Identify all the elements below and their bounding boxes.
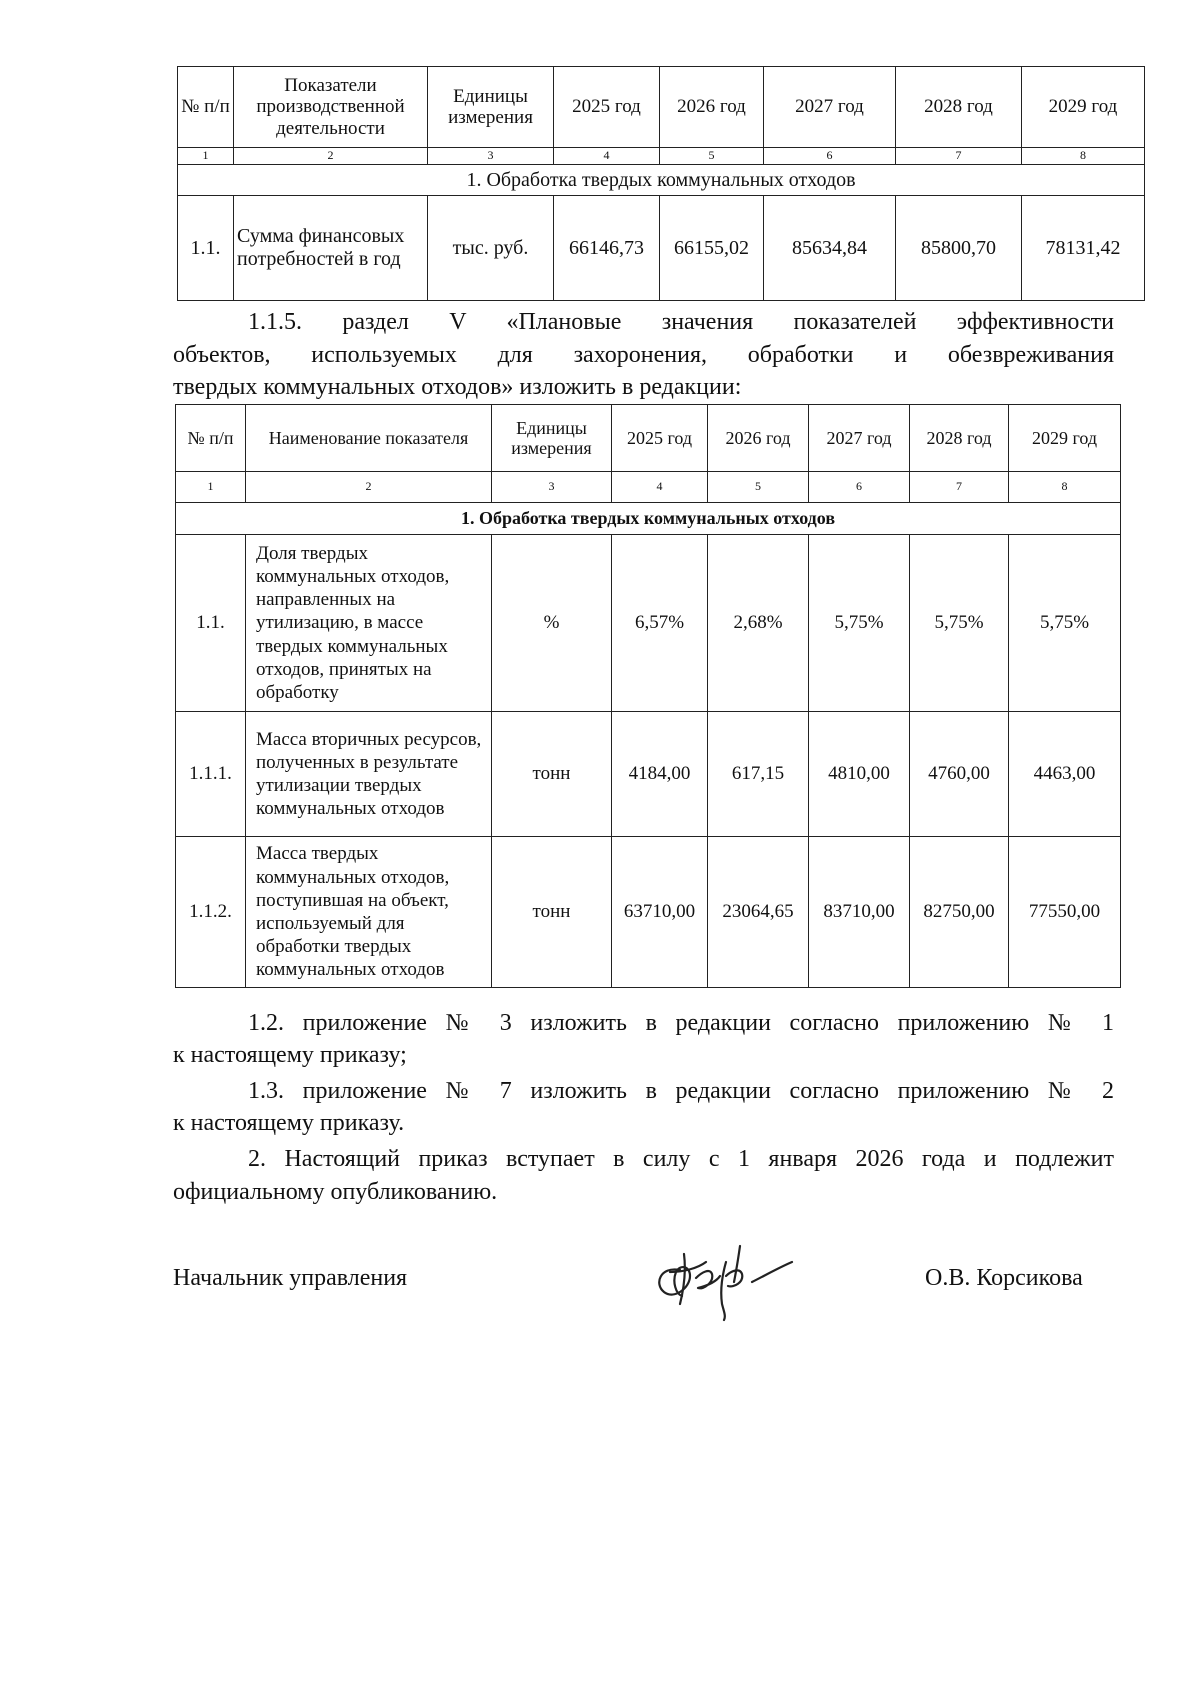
- paragraph-1-1-5-line: 1.1.5. раздел V «Плановые значения показателей эффективности: [248, 309, 1114, 335]
- column-number: 4: [554, 148, 660, 165]
- unit-cell: %: [492, 535, 612, 712]
- value-cell: 2,68%: [708, 535, 809, 712]
- paragraph-2-line: 2. Настоящий приказ вступает в силу с 1 января 2026 года и подлежит: [248, 1146, 1114, 1172]
- row-number: 1.1.: [176, 535, 246, 712]
- value-cell: 4184,00: [612, 712, 708, 837]
- indicator-name: Масса вторичных ресурсов, полученных в результате утилизации твердых коммунальных отходов: [246, 712, 492, 837]
- header-cell: 2026 год: [660, 67, 764, 148]
- header-cell: Наименование показателя: [246, 405, 492, 472]
- value-cell: 5,75%: [809, 535, 910, 712]
- table-header-row: [176, 405, 1121, 472]
- section-row: [176, 503, 1121, 535]
- column-number: 3: [428, 148, 554, 165]
- value-cell: 83710,00: [809, 837, 910, 988]
- value-cell: 82750,00: [910, 837, 1009, 988]
- table-row: [176, 837, 1121, 988]
- section-title: 1. Обработка твердых коммунальных отходов: [176, 503, 1121, 535]
- indicator-name: Сумма финансовых потребностей в год: [234, 196, 428, 301]
- column-number: 7: [896, 148, 1022, 165]
- value-cell: 78131,42: [1022, 196, 1145, 301]
- column-number: 5: [708, 472, 809, 503]
- header-cell: № п/п: [178, 67, 234, 148]
- paragraph-1-1-5-line: твердых коммунальных отходов» изложить в редакции:: [173, 374, 742, 400]
- signatory-position: Начальник управления: [173, 1265, 408, 1291]
- row-number: 1.1.: [178, 196, 234, 301]
- column-number: 6: [809, 472, 910, 503]
- header-cell: 2029 год: [1009, 405, 1121, 472]
- paragraph-1-3-line: 1.3. приложение № 7 изложить в редакции согласно приложению № 2: [248, 1078, 1114, 1104]
- paragraph-2-line: официальному опубликованию.: [173, 1179, 498, 1205]
- signatory-name: О.В. Корсикова: [925, 1265, 1083, 1291]
- value-cell: 5,75%: [910, 535, 1009, 712]
- column-number: 5: [660, 148, 764, 165]
- table-row: [176, 535, 1121, 712]
- paragraph-1-2-line: 1.2. приложение № 3 изложить в редакции согласно приложению № 1: [248, 1010, 1114, 1036]
- production-indicators-table: [177, 66, 1145, 301]
- value-cell: 23064,65: [708, 837, 809, 988]
- indicator-name: Масса твердых коммунальных отходов, поступившая на объект, используемый для обработки твердых коммунальных отходов: [246, 837, 492, 988]
- value-cell: 4463,00: [1009, 712, 1121, 837]
- column-number: 2: [246, 472, 492, 503]
- column-number: 3: [492, 472, 612, 503]
- header-cell: Единицы измерения: [492, 405, 612, 472]
- header-cell: № п/п: [176, 405, 246, 472]
- value-cell: 63710,00: [612, 837, 708, 988]
- header-cell: 2027 год: [809, 405, 910, 472]
- header-cell: 2025 год: [612, 405, 708, 472]
- value-cell: 6,57%: [612, 535, 708, 712]
- column-number: 1: [176, 472, 246, 503]
- column-number: 2: [234, 148, 428, 165]
- row-number: 1.1.2.: [176, 837, 246, 988]
- section-title: 1. Обработка твердых коммунальных отходов: [178, 165, 1145, 196]
- unit-cell: тонн: [492, 837, 612, 988]
- column-number: 8: [1022, 148, 1145, 165]
- column-number: 1: [178, 148, 234, 165]
- header-cell: Единицы измерения: [428, 67, 554, 148]
- value-cell: 4810,00: [809, 712, 910, 837]
- header-cell: 2026 год: [708, 405, 809, 472]
- efficiency-indicators-table: [175, 404, 1121, 988]
- header-cell: 2028 год: [896, 67, 1022, 148]
- value-cell: 85634,84: [764, 196, 896, 301]
- handwritten-signature: [640, 1232, 820, 1322]
- paragraph-1-2-line: к настоящему приказу;: [173, 1042, 407, 1068]
- column-number-row: [176, 472, 1121, 503]
- header-cell: 2025 год: [554, 67, 660, 148]
- table-header-row: [178, 67, 1145, 148]
- paragraph-1-1-5-line: объектов, используемых для захоронения, обработки и обезвреживания: [173, 342, 1114, 368]
- value-cell: 4760,00: [910, 712, 1009, 837]
- column-number: 4: [612, 472, 708, 503]
- column-number-row: [178, 148, 1145, 165]
- row-number: 1.1.1.: [176, 712, 246, 837]
- value-cell: 66155,02: [660, 196, 764, 301]
- header-cell: 2027 год: [764, 67, 896, 148]
- column-number: 8: [1009, 472, 1121, 503]
- value-cell: 77550,00: [1009, 837, 1121, 988]
- column-number: 7: [910, 472, 1009, 503]
- paragraph-1-3-line: к настоящему приказу.: [173, 1110, 405, 1136]
- unit-cell: тыс. руб.: [428, 196, 554, 301]
- header-cell: 2028 год: [910, 405, 1009, 472]
- indicator-name: Доля твердых коммунальных отходов, направленных на утилизацию, в массе твердых коммунальных отходов, принятых на обработку: [246, 535, 492, 712]
- table-row: [178, 196, 1145, 301]
- value-cell: 617,15: [708, 712, 809, 837]
- value-cell: 66146,73: [554, 196, 660, 301]
- column-number: 6: [764, 148, 896, 165]
- table-row: [176, 712, 1121, 837]
- unit-cell: тонн: [492, 712, 612, 837]
- value-cell: 85800,70: [896, 196, 1022, 301]
- value-cell: 5,75%: [1009, 535, 1121, 712]
- header-cell: Показатели производственной деятельности: [234, 67, 428, 148]
- header-cell: 2029 год: [1022, 67, 1145, 148]
- section-row: [178, 165, 1145, 196]
